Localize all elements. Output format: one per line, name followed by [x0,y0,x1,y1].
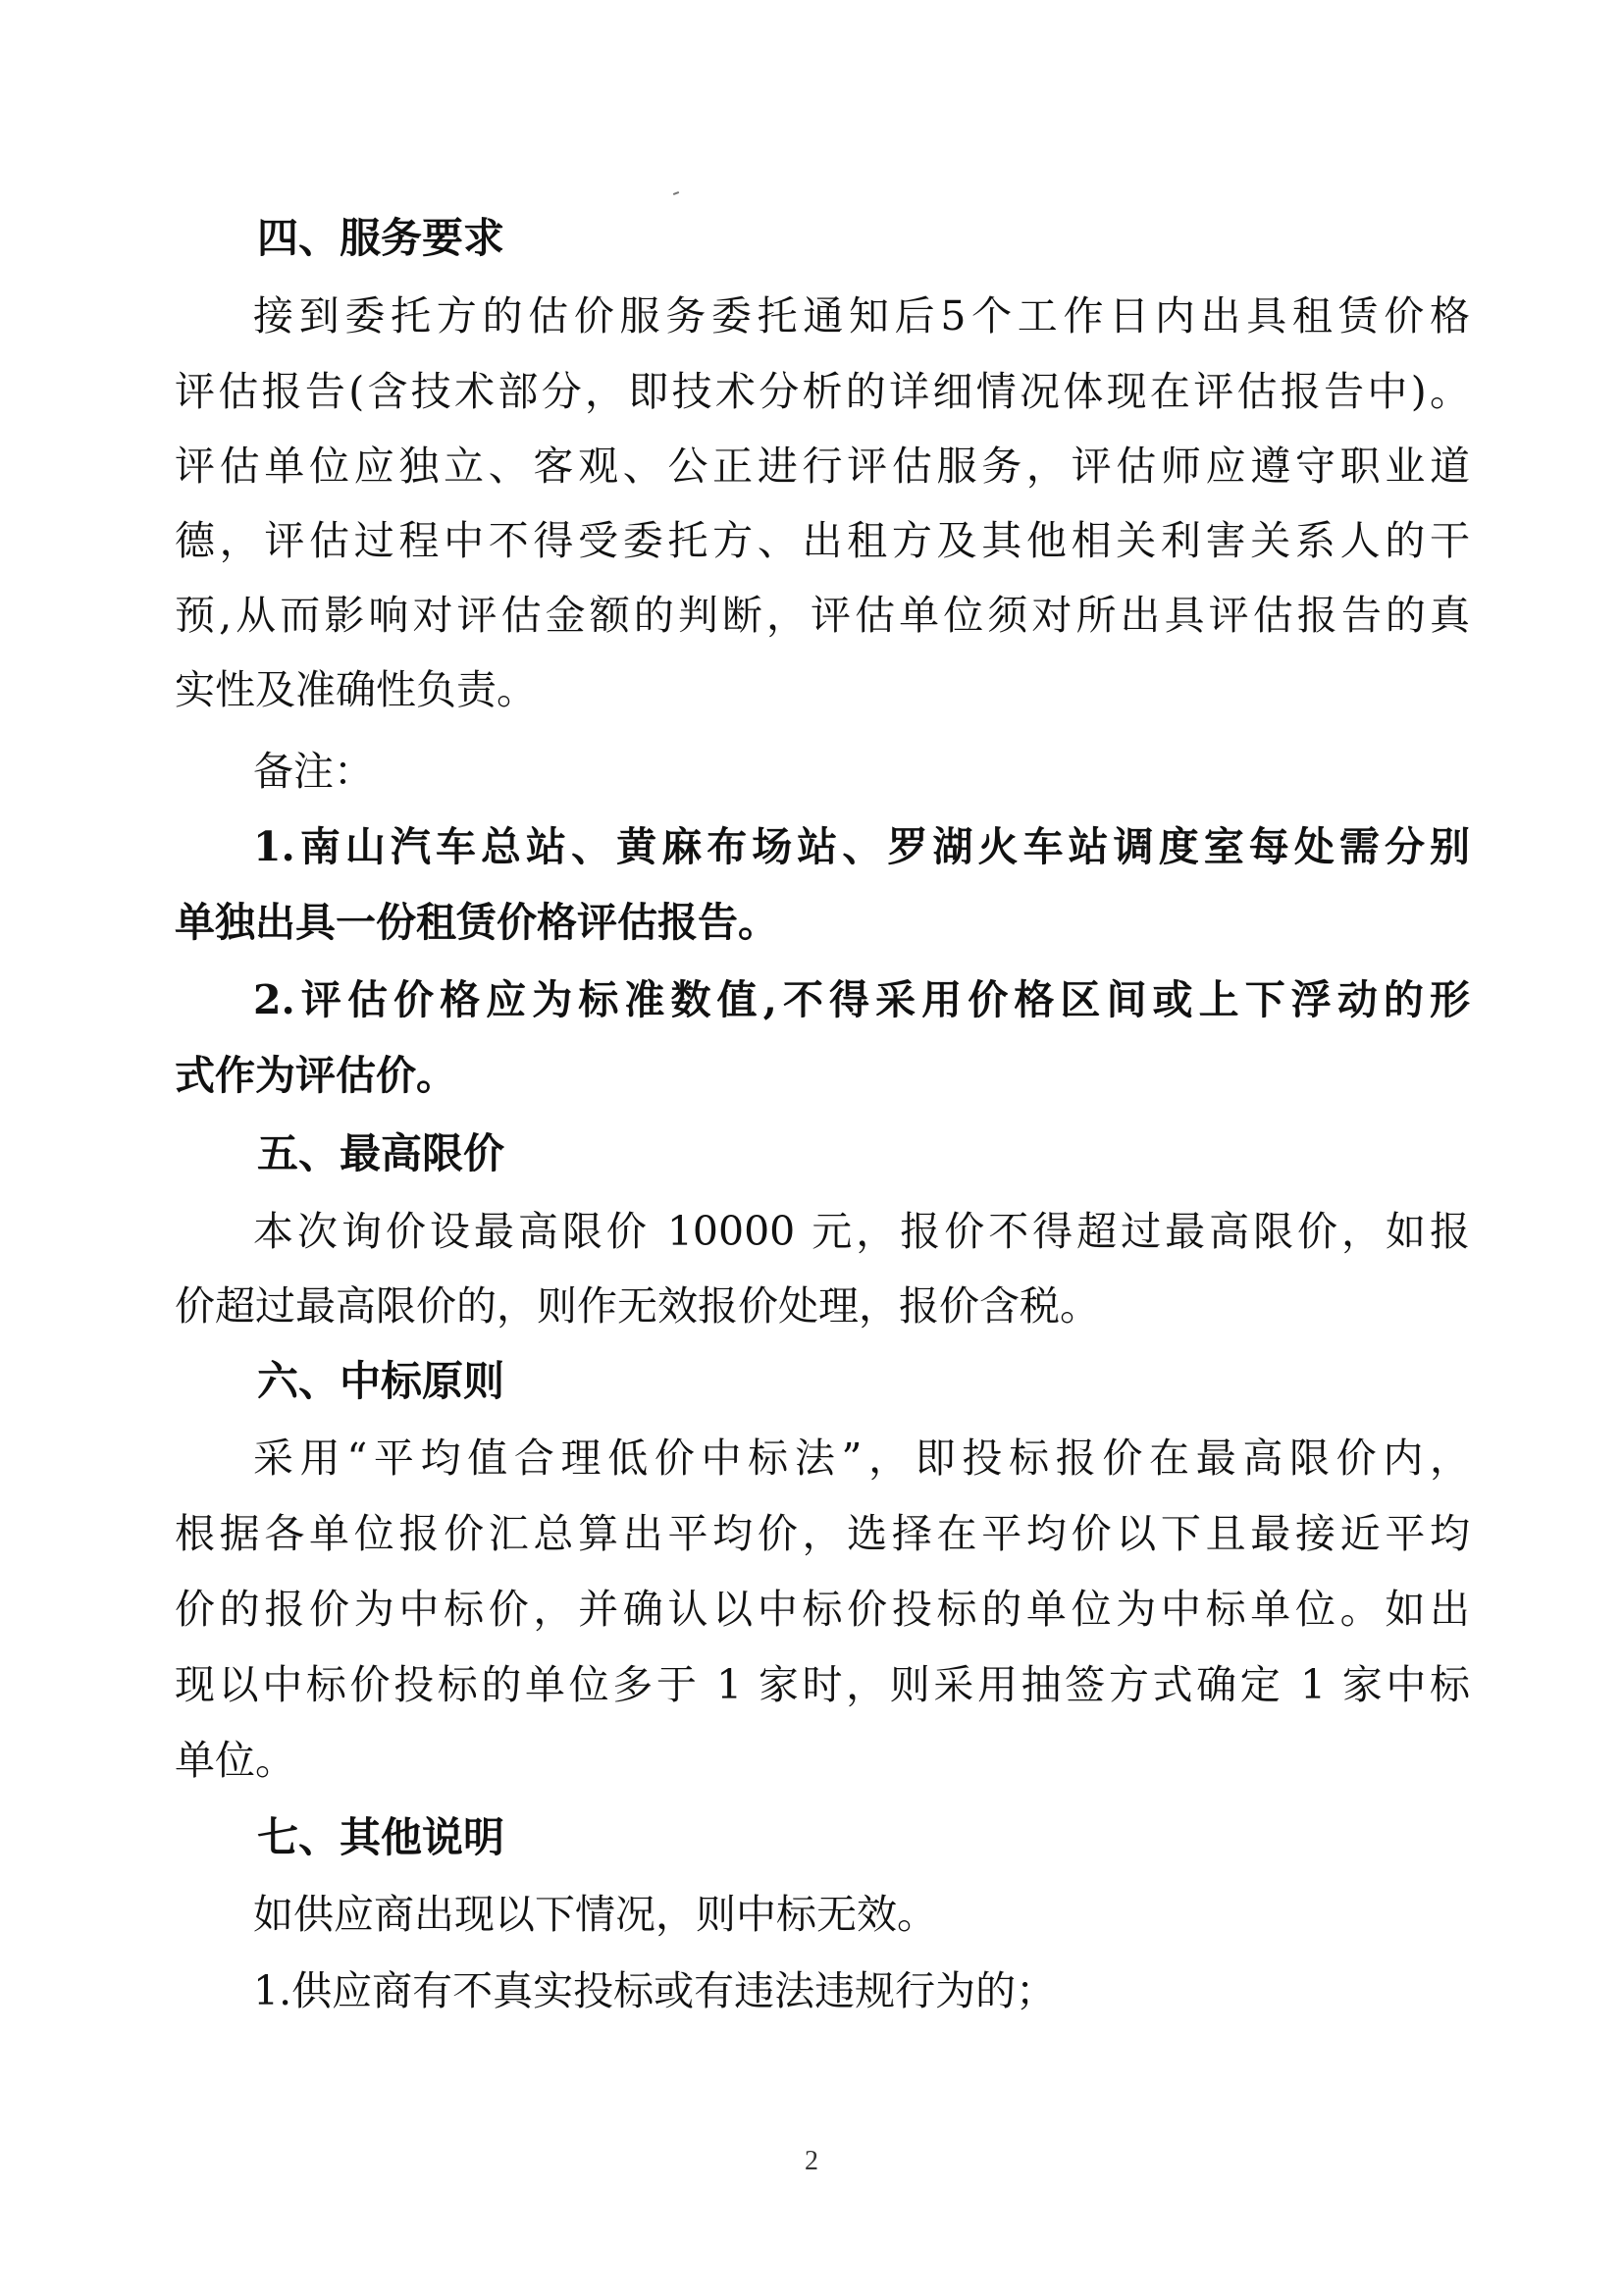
page-number: 2 [805,2146,818,2176]
paragraph-line: 单位。 [175,1737,295,1784]
section-heading-other-notes: 七、其他说明 [257,1813,505,1861]
paragraph-line: 1.供应商有不真实投标或有违法违规行为的； [253,1967,1057,2014]
paragraph-line: 接到委托方的估价服务委托通知后5个工作日内出具租赁价格 [253,292,1470,339]
paragraph-line: 预,从而影响对评估金额的判断，评估单位须对所出具评估报告的真 [175,592,1470,639]
section-heading-service-requirements: 四、服务要求 [257,214,505,262]
note-item-2-line: 式作为评估价。 [175,1052,456,1099]
paragraph-line: 价超过最高限价的，则作无效报价处理，报价含税。 [175,1282,1100,1330]
paragraph-line: 评估单位应独立、客观、公正进行评估服务，评估师应遵守职业道 [175,443,1470,490]
notes-label: 备注： [253,748,374,795]
paragraph-line: 实性及准确性负责。 [175,666,537,713]
paragraph-line: 德，评估过程中不得受委托方、出租方及其他相关利害关系人的干 [175,517,1470,564]
note-item-2-line: 2.评估价格应为标准数值,不得采用价格区间或上下浮动的形 [253,976,1470,1023]
paragraph-line: 评估报告(含技术部分，即技术分析的详细情况体现在评估报告中)。 [175,368,1470,415]
note-item-1-line: 单独出具一份租赁价格评估报告。 [175,899,778,946]
paragraph-line: 根据各单位报价汇总算出平均价，选择在平均价以下且最接近平均 [175,1510,1470,1557]
paragraph-line: 采用“平均值合理低价中标法”，即投标报价在最高限价内， [253,1435,1470,1482]
paragraph-line: 现以中标价投标的单位多于 1 家时，则采用抽签方式确定 1 家中标 [175,1661,1470,1708]
note-item-1-line: 1.南山汽车总站、黄麻布场站、罗湖火车站调度室每处需分别 [253,823,1470,870]
paragraph-line: 价的报价为中标价，并确认以中标价投标的单位为中标单位。如出 [175,1586,1470,1633]
section-heading-award-principle: 六、中标原则 [257,1357,505,1405]
paragraph-line: 本次询价设最高限价 10000 元，报价不得超过最高限价，如报 [253,1208,1470,1255]
paragraph-line: 如供应商出现以下情况，则中标无效。 [253,1891,937,1938]
section-heading-price-ceiling: 五、最高限价 [257,1129,505,1177]
scan-speck [673,191,679,195]
